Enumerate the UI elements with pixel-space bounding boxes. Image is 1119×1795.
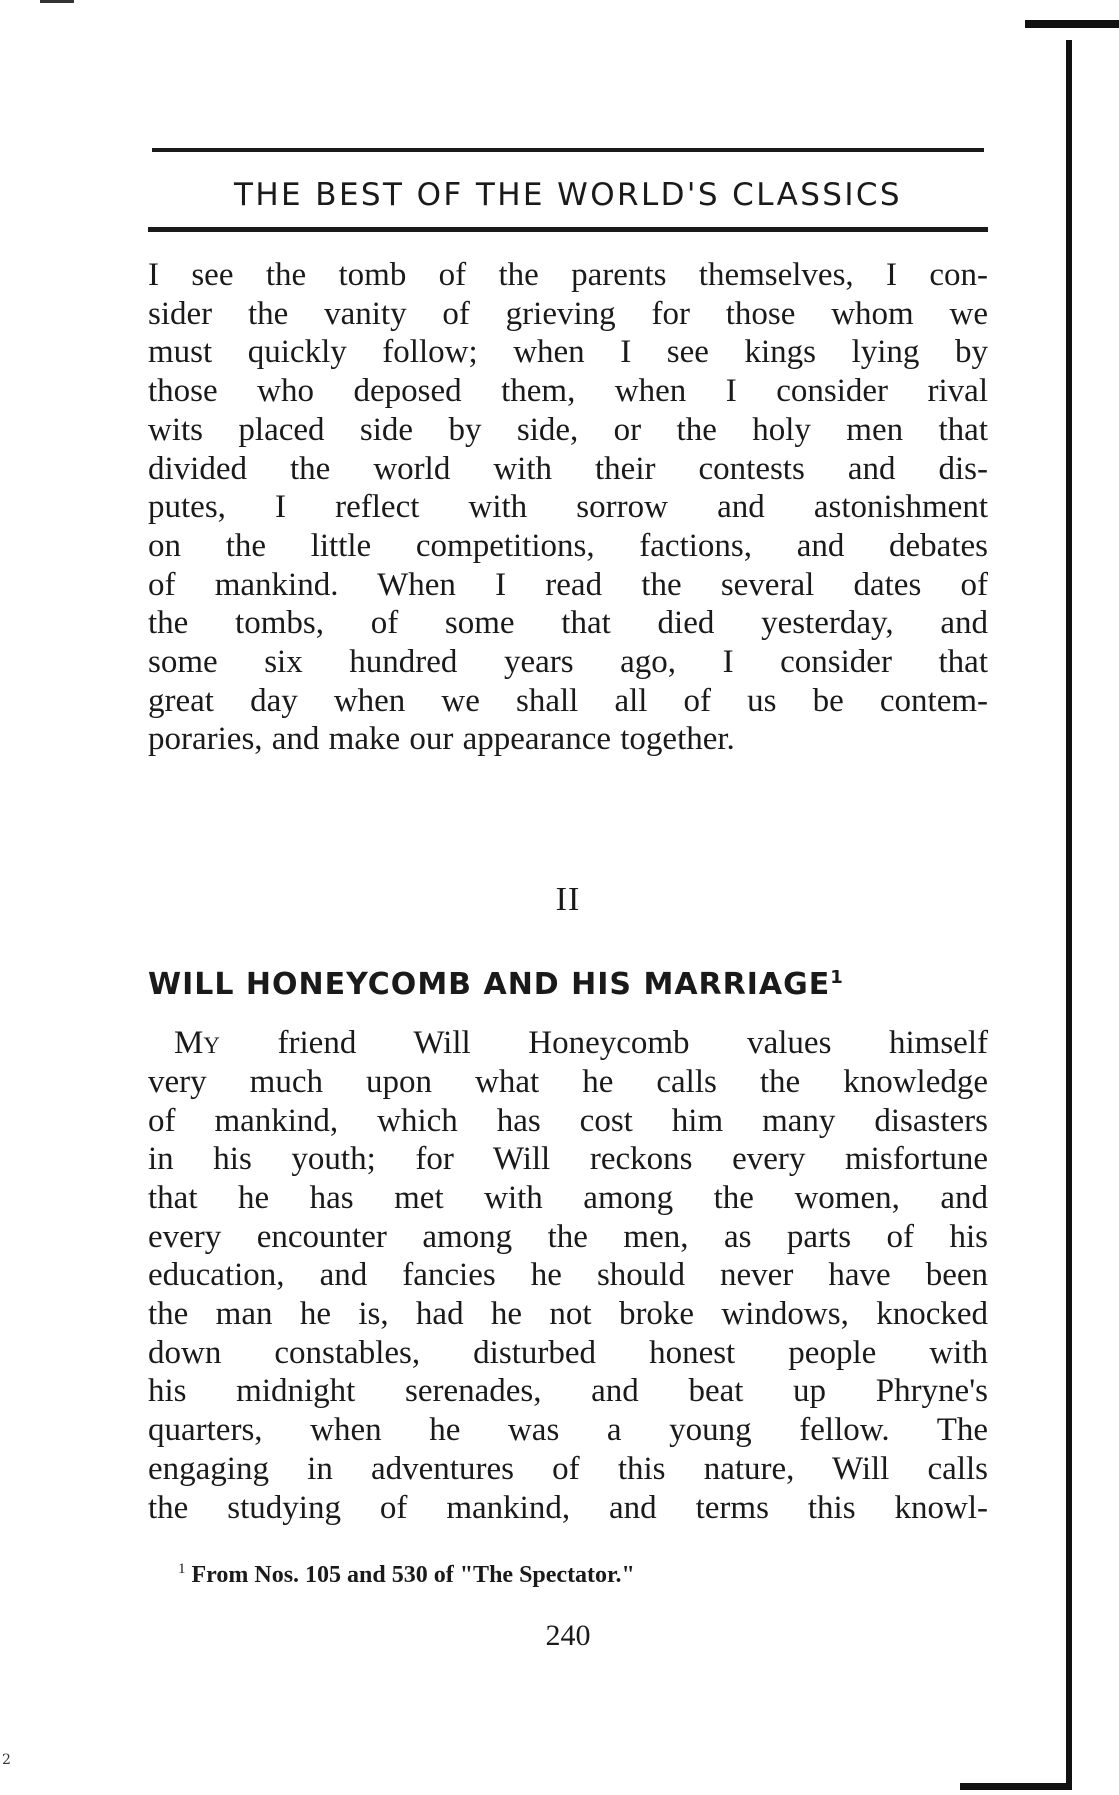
footnote-mark: 1 <box>178 1561 186 1578</box>
text-line: great day when we shall all of us be contem- <box>148 682 988 719</box>
section-title-text: WILL HONEYCOMB AND HIS MARRIAGE <box>148 967 831 1003</box>
paragraph-one <box>148 256 988 759</box>
margin-mark: 2 <box>2 1752 11 1768</box>
text-line: divided the world with their contests and dis- <box>148 450 988 487</box>
text-line: engaging in adventures of this nature, Will calls <box>148 1450 988 1487</box>
text-line: on the little competitions, factions, and debates <box>148 527 988 564</box>
text-line: the studying of mankind, and terms this knowl- <box>148 1489 988 1526</box>
section-title <box>148 967 988 1002</box>
text-line: of mankind, which has cost him many disasters <box>148 1102 988 1139</box>
section-number: II <box>555 881 581 919</box>
text-line: those who deposed them, when I consider rival <box>148 373 988 410</box>
footnote-text: From Nos. 105 and 530 of "The Spectator." <box>191 1562 635 1589</box>
text-line: very much upon what he calls the knowledge <box>148 1063 988 1100</box>
text-line: must quickly follow; when I see kings lying by <box>148 334 988 371</box>
scan-edge-mark <box>40 0 74 3</box>
text-line: the tombs, of some that died yesterday, and <box>148 605 988 642</box>
text-line: putes, I reflect with sorrow and astonishment <box>148 489 988 526</box>
text-line: quarters, when he was a young fellow. The <box>148 1412 988 1449</box>
text-line: the man he is, had he not broke windows, knocked <box>148 1296 988 1333</box>
first-line-text: friend Will Honeycomb values himself <box>219 1025 988 1062</box>
page-edge-right <box>1066 40 1072 1785</box>
text-line: his midnight serenades, and beat up Phryne's <box>148 1373 988 1410</box>
page-edge-bottom <box>960 1783 1072 1790</box>
footnote <box>148 1561 988 1589</box>
text-line: of mankind. When I read the several dates of <box>148 566 988 603</box>
text-line: that he has met with among the women, and <box>148 1179 988 1216</box>
text-line <box>148 1024 988 1063</box>
text-line: education, and fancies he should never have been <box>148 1257 988 1294</box>
book-page <box>148 148 988 1653</box>
text-line: in his youth; for Will reckons every misfortune <box>148 1141 988 1178</box>
page-edge-top <box>1025 20 1119 28</box>
text-line: I see the tomb of the parents themselves, I con- <box>148 257 988 293</box>
header-rule-top <box>152 148 984 152</box>
text-line: every encounter among the men, as parts of his <box>148 1218 988 1255</box>
footnote-reference: 1 <box>830 967 844 989</box>
running-head: THE BEST OF THE WORLD'S CLASSICS <box>233 177 903 213</box>
paragraph-two <box>148 1024 988 1527</box>
text-line: some six hundred years ago, I consider that <box>148 644 988 681</box>
text-line: wits placed side by side, or the holy men that <box>148 411 988 448</box>
text-line: down constables, disturbed honest people with <box>148 1334 988 1371</box>
header-rule-bottom <box>148 227 988 232</box>
drop-word: My <box>174 1025 220 1062</box>
text-line: sider the vanity of grieving for those whom we <box>148 295 988 332</box>
text-line: poraries, and make our appearance together. <box>148 721 735 758</box>
page-number: 240 <box>545 1619 591 1653</box>
